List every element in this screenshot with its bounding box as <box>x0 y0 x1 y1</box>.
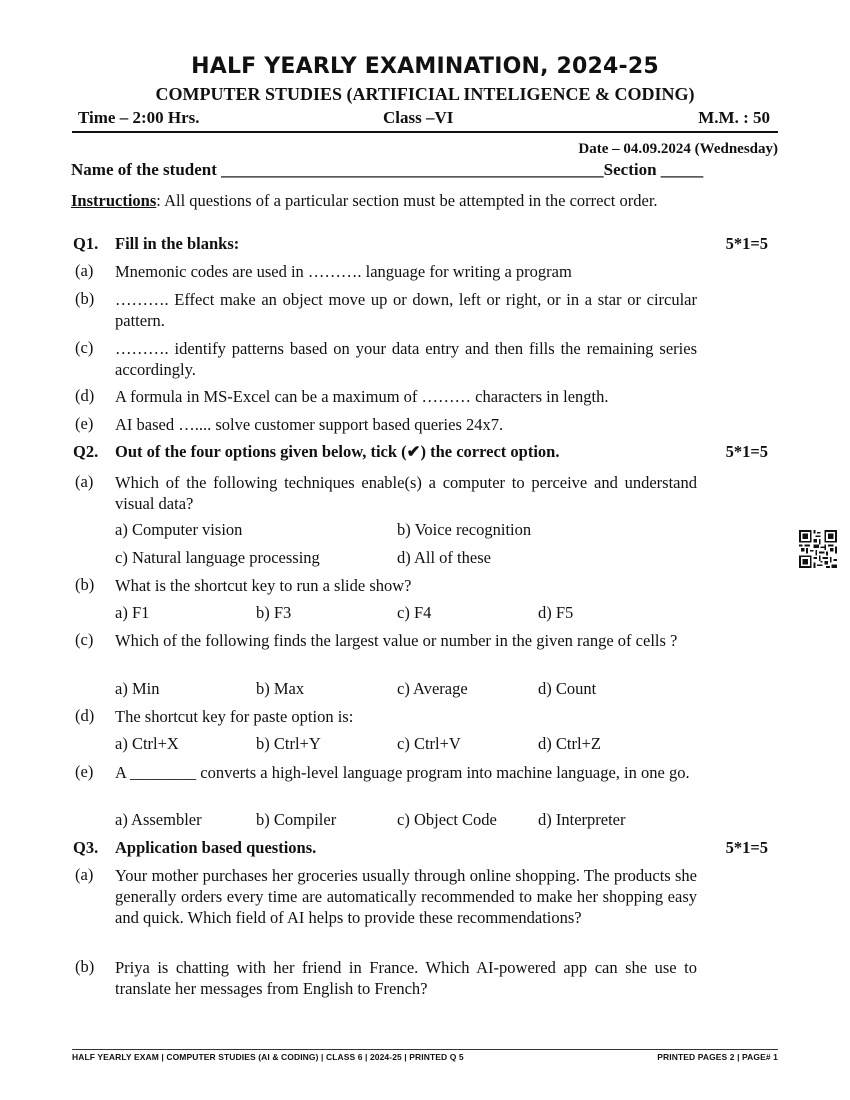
q2-marks: 5*1=5 <box>725 442 768 461</box>
q1-b-label: (b) <box>75 289 95 308</box>
q1-d-label: (d) <box>75 386 95 405</box>
q1-c-text: ………. identify patterns based on your data entry and then fills the remaining series accordingly. <box>115 339 697 379</box>
q2-c-option-d[interactable]: d) Count <box>538 679 597 698</box>
q2-e-option-b[interactable]: b) Compiler <box>256 810 337 829</box>
subject-title: COMPUTER STUDIES (ARTIFICIAL INTELIGENCE & CODING) <box>155 84 695 104</box>
q2-e-text: A ________ converts a high-level language program into machine language, in one go. <box>115 763 690 782</box>
q2-b-option-c[interactable]: c) F4 <box>397 603 432 622</box>
q2-d-text: The shortcut key for paste option is: <box>115 707 354 726</box>
q2-a-option-b[interactable]: b) Voice recognition <box>397 520 532 539</box>
q3-b-text: Priya is chatting with her friend in France. Which AI-powered app can she use to translate her messages from English to French? <box>115 958 697 998</box>
q2-a-option-c[interactable]: c) Natural language processing <box>115 548 320 567</box>
student-name-section-line: Name of the student _____________________________________________Section _____ <box>71 160 704 179</box>
q1-e-text: AI based ….... solve customer support based queries 24x7. <box>115 415 504 434</box>
footer-divider <box>72 1049 778 1050</box>
q2-b-text: What is the shortcut key to run a slide show? <box>115 576 412 595</box>
q2-a-label: (a) <box>75 472 94 491</box>
class-label: Class –VI <box>383 108 454 127</box>
q2-number: Q2. <box>73 442 99 461</box>
q1-number: Q1. <box>73 234 99 253</box>
exam-title: HALF YEARLY EXAMINATION, 2024-25 <box>191 54 659 79</box>
q1-title: Fill in the blanks: <box>115 234 240 253</box>
footer-left: HALF YEARLY EXAM | COMPUTER STUDIES (AI & CODING) | CLASS 6 | 2024-25 | PRINTED Q 5 <box>72 1052 464 1062</box>
q2-e-option-c[interactable]: c) Object Code <box>397 810 497 829</box>
q1-c-label: (c) <box>75 338 94 357</box>
q2-c-option-b[interactable]: b) Max <box>256 679 305 698</box>
q2-b-option-d[interactable]: d) F5 <box>538 603 574 622</box>
q1-a-text: Mnemonic codes are used in ………. language for writing a program <box>115 262 572 281</box>
q2-d-option-a[interactable]: a) Ctrl+X <box>115 734 179 753</box>
q3-number: Q3. <box>73 838 99 857</box>
instructions <box>71 191 658 211</box>
q2-e-option-a[interactable]: a) Assembler <box>115 810 202 829</box>
exam-date: Date – 04.09.2024 (Wednesday) <box>578 141 778 157</box>
q2-b-option-b[interactable]: b) F3 <box>256 603 292 622</box>
q3-title: Application based questions. <box>115 838 317 857</box>
qr-code-icon[interactable] <box>799 530 837 568</box>
q2-a-option-d[interactable]: d) All of these <box>397 548 491 567</box>
q2-d-option-d[interactable]: d) Ctrl+Z <box>538 734 601 753</box>
q2-d-option-c[interactable]: c) Ctrl+V <box>397 734 461 753</box>
q2-c-option-a[interactable]: a) Min <box>115 679 160 698</box>
q2-c-text: Which of the following finds the largest value or number in the given range of cells ? <box>115 631 678 650</box>
q2-b-label: (b) <box>75 575 95 594</box>
instructions-text: : All questions of a particular section must be attempted in the correct order. <box>156 191 658 210</box>
q1-marks: 5*1=5 <box>725 234 768 253</box>
q1-e-label: (e) <box>75 414 94 433</box>
time-label: Time – 2:00 Hrs. <box>78 108 200 127</box>
q2-e-label: (e) <box>75 762 94 781</box>
q1-b-text: ………. Effect make an object move up or down, left or right, or in a star or circular pattern. <box>115 290 697 330</box>
q2-e-option-d[interactable]: d) Interpreter <box>538 810 626 829</box>
q1-d-text: A formula in MS-Excel can be a maximum of ……… characters in length. <box>115 387 609 406</box>
q2-d-label: (d) <box>75 706 95 725</box>
q2-a-text: Which of the following techniques enable(s) a computer to perceive and understand visual data? <box>115 473 697 513</box>
q2-c-label: (c) <box>75 630 94 649</box>
q2-a-option-a[interactable]: a) Computer vision <box>115 520 243 539</box>
q3-a-text: Your mother purchases her groceries usually through online shopping. The products she generally orders every time are automatically recommended to make her shopping easy and quick. Which field of AI helps to provide these recommendations? <box>115 866 697 927</box>
q2-b-option-a[interactable]: a) F1 <box>115 603 150 622</box>
q1-a-label: (a) <box>75 261 94 280</box>
q3-a-label: (a) <box>75 865 94 884</box>
footer-right: PRINTED PAGES 2 | PAGE# 1 <box>657 1052 778 1062</box>
q3-b-label: (b) <box>75 957 95 976</box>
q2-d-option-b[interactable]: b) Ctrl+Y <box>256 734 321 753</box>
instructions-label: Instructions <box>71 191 157 210</box>
q2-c-option-c[interactable]: c) Average <box>397 679 468 698</box>
header-divider <box>72 131 778 133</box>
max-marks-label: M.M. : 50 <box>698 108 770 127</box>
q3-marks: 5*1=5 <box>725 838 768 857</box>
q2-title: Out of the four options given below, tick (✔) the correct option. <box>115 442 560 461</box>
